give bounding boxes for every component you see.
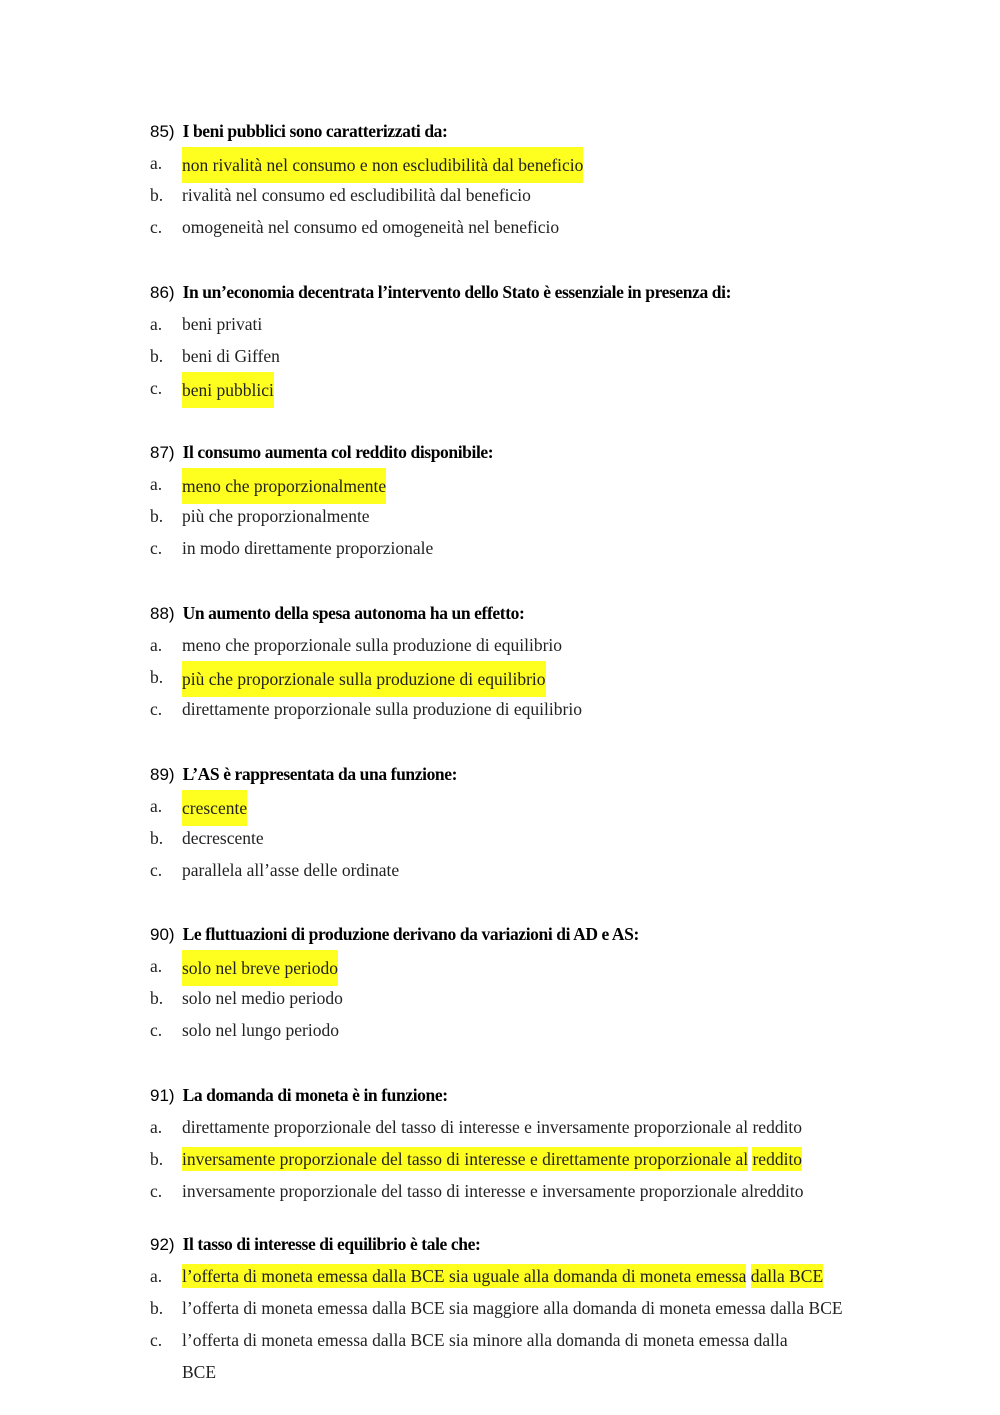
option-text-highlighted: l’offerta di moneta emessa dalla BCE sia uguale alla domanda di moneta emessa (182, 1266, 747, 1286)
option-letter: c. (150, 1330, 163, 1350)
option-letter: a. (150, 314, 163, 334)
option-a (150, 629, 890, 661)
question-88 (150, 597, 890, 725)
question-number: 85) (150, 122, 175, 141)
question-number: 88) (150, 604, 175, 623)
option-text-highlighted-tail: dalla BCE (750, 1266, 824, 1286)
question-text: La domanda di moneta è in funzione: (182, 1085, 448, 1105)
option-text: beni di Giffen (182, 346, 280, 366)
question-92 (150, 1228, 950, 1388)
option-c (150, 1014, 890, 1046)
option-letter: a. (150, 1266, 163, 1286)
option-b (150, 179, 890, 211)
question-87 (150, 436, 890, 564)
option-text: rivalità nel consumo ed escludibilità dal beneficio (182, 185, 531, 205)
option-text-highlighted-tail: reddito (752, 1149, 803, 1169)
option-letter: a. (150, 1117, 163, 1137)
option-c (150, 532, 890, 564)
question-text: I beni pubblici sono caratterizzati da: (182, 121, 448, 141)
option-text: omogeneità nel consumo ed omogeneità nel beneficio (182, 217, 560, 237)
question-91 (150, 1079, 950, 1207)
option-letter: a. (150, 796, 163, 816)
question-title (150, 597, 890, 629)
option-b (150, 1292, 950, 1324)
option-a (150, 1111, 950, 1143)
option-b (150, 500, 890, 532)
option-c (150, 693, 890, 725)
option-text-highlighted: beni pubblici (182, 372, 274, 408)
option-text-highlighted: non rivalità nel consumo e non escludibilità dal beneficio (182, 147, 583, 183)
question-85 (150, 115, 890, 243)
option-letter: c. (150, 538, 163, 558)
option-b (150, 340, 890, 372)
question-89 (150, 758, 890, 886)
option-letter: c. (150, 1181, 163, 1201)
option-text: decrescente (182, 828, 264, 848)
option-letter: a. (150, 956, 163, 976)
option-letter: b. (150, 506, 164, 526)
option-text: meno che proporzionale sulla produzione di equilibrio (182, 635, 563, 655)
question-text: Il tasso di interesse di equilibrio è tale che: (182, 1234, 481, 1254)
question-title (150, 1079, 950, 1111)
question-number: 86) (150, 283, 175, 302)
option-text: solo nel lungo periodo (182, 1020, 339, 1040)
option-c (150, 1175, 950, 1207)
option-text-wrapper (182, 1260, 823, 1292)
option-a (150, 1260, 950, 1292)
option-text: parallela all’asse delle ordinate (182, 860, 400, 880)
option-letter: b. (150, 988, 164, 1008)
option-a (150, 147, 890, 179)
question-title (150, 918, 890, 950)
question-text: Un aumento della spesa autonoma ha un effetto: (182, 603, 525, 623)
question-title (150, 1228, 950, 1260)
question-text: L’AS è rappresentata da una funzione: (182, 764, 458, 784)
option-c (150, 1324, 950, 1388)
option-text: inversamente proporzionale del tasso di interesse e inversamente proporzionale alreddito (182, 1181, 804, 1201)
option-letter: b. (150, 1298, 164, 1318)
option-b (150, 661, 890, 693)
option-text-highlighted: crescente (182, 790, 247, 826)
option-letter: b. (150, 346, 164, 366)
question-number: 90) (150, 925, 175, 944)
option-a (150, 790, 890, 822)
question-86 (150, 276, 890, 404)
option-letter: b. (150, 667, 164, 687)
option-letter: a. (150, 474, 163, 494)
question-90 (150, 918, 890, 1046)
option-letter: c. (150, 1020, 163, 1040)
option-letter: b. (150, 185, 164, 205)
option-text-highlighted: meno che proporzionalmente (182, 468, 386, 504)
option-a (150, 468, 890, 500)
option-c (150, 211, 890, 243)
option-a (150, 950, 890, 982)
option-text: l’offerta di moneta emessa dalla BCE sia maggiore alla domanda di moneta emessa dalla BCE (182, 1298, 843, 1318)
option-letter: b. (150, 1149, 164, 1169)
option-text-continuation: BCE (182, 1362, 217, 1382)
option-b (150, 822, 890, 854)
question-number: 91) (150, 1086, 175, 1105)
option-b (150, 982, 890, 1014)
option-text: direttamente proporzionale del tasso di interesse e inversamente proporzionale al reddito (182, 1117, 803, 1137)
question-text: Il consumo aumenta col reddito disponibile: (182, 442, 494, 462)
option-letter: a. (150, 153, 163, 173)
option-letter: c. (150, 699, 163, 719)
option-letter: b. (150, 828, 164, 848)
option-text: più che proporzionalmente (182, 506, 370, 526)
option-text-highlighted: solo nel breve periodo (182, 950, 338, 986)
option-text: beni privati (182, 314, 263, 334)
option-letter: c. (150, 217, 163, 237)
option-text-wrapper (182, 1143, 802, 1175)
option-text-highlighted: inversamente proporzionale del tasso di interesse e direttamente proporzionale al (182, 1149, 749, 1169)
option-text: l’offerta di moneta emessa dalla BCE sia minore alla domanda di moneta emessa dalla (182, 1330, 788, 1350)
question-number: 89) (150, 765, 175, 784)
question-text: In un’economia decentrata l’intervento dello Stato è essenziale in presenza di: (182, 282, 732, 302)
option-text: solo nel medio periodo (182, 988, 343, 1008)
option-c (150, 854, 890, 886)
option-text: direttamente proporzionale sulla produzione di equilibrio (182, 699, 582, 719)
option-letter: a. (150, 635, 163, 655)
option-text: in modo direttamente proporzionale (182, 538, 434, 558)
question-title (150, 758, 890, 790)
question-title (150, 115, 890, 147)
option-text-highlighted: più che proporzionale sulla produzione di equilibrio (182, 661, 546, 697)
option-a (150, 308, 890, 340)
option-letter: c. (150, 378, 163, 398)
option-letter: c. (150, 860, 163, 880)
question-number: 87) (150, 443, 175, 462)
question-title (150, 436, 890, 468)
question-text: Le fluttuazioni di produzione derivano da variazioni di AD e AS: (182, 924, 639, 944)
option-c (150, 372, 890, 404)
option-b (150, 1143, 950, 1175)
question-number: 92) (150, 1235, 175, 1254)
question-title (150, 276, 890, 308)
